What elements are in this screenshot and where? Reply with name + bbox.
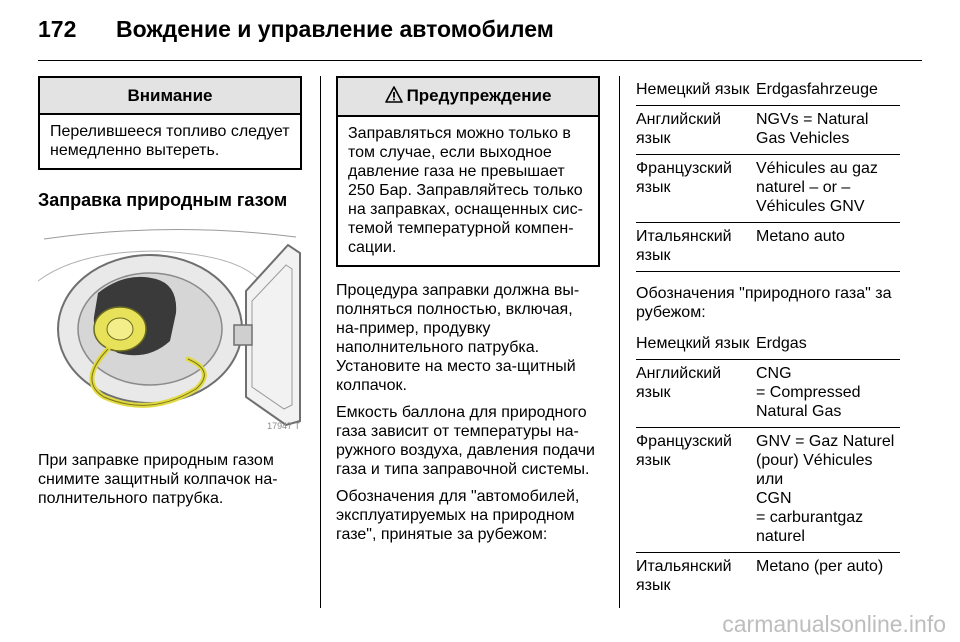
figure-id-label: 17947 T <box>267 421 300 431</box>
gas-terms-heading: Обозначения "природного газа" за рубежом: <box>636 285 892 321</box>
procedure-paragraph: Процедура заправки должна вы-полняться полностью, включая, на-пример, продувку наполнительного патрубка. Установите на место за-щитный колпачок. <box>336 282 580 394</box>
language-cell: Итальянский язык <box>636 228 732 264</box>
middle-column <box>336 76 600 544</box>
warning-header <box>338 78 598 117</box>
caution-title: Внимание <box>40 78 300 115</box>
language-cell: Французский язык <box>636 160 732 196</box>
table-row <box>636 76 900 106</box>
fuel-filler-figure <box>38 221 302 433</box>
term-cell: GNV = Gaz Naturel (pour) Véhicules или CGN = carburantgaz naturel <box>756 433 895 545</box>
term-cell: Erdgas <box>756 335 807 352</box>
left-column <box>38 76 302 508</box>
table-row <box>636 428 900 553</box>
gas-terms-table <box>636 330 900 601</box>
middle-text <box>336 281 600 544</box>
language-cell: Английский язык <box>636 111 722 147</box>
vehicle-terms-table <box>636 76 900 272</box>
warning-icon <box>385 86 403 108</box>
capacity-paragraph: Емкость баллона для природного газа зависит от температуры на-ружного воздуха, давления подачи газа и типа заправочной системы. <box>336 404 595 478</box>
term-cell: Metano (per auto) <box>756 558 884 575</box>
table-row <box>636 223 900 272</box>
table-row <box>636 360 900 428</box>
term-cell: CNG = Compressed Natural Gas <box>756 365 861 420</box>
table-row <box>636 330 900 360</box>
warning-box <box>336 76 600 267</box>
page-header <box>38 16 554 43</box>
language-cell: Французский язык <box>636 433 732 469</box>
term-cell: Metano auto <box>756 228 845 245</box>
column-divider-2 <box>619 76 620 608</box>
column-divider-1 <box>320 76 321 608</box>
term-cell: Erdgasfahrzeuge <box>756 81 878 98</box>
term-cell: NGVs = Natural Gas Vehicles <box>756 111 869 147</box>
page-title: Вождение и управление автомобилем <box>116 16 554 42</box>
right-column <box>636 76 900 601</box>
term-cell: Véhicules au gaz naturel – or – Véhicules GNV <box>756 160 878 215</box>
header-rule <box>38 60 922 61</box>
page-number: 172 <box>38 16 77 42</box>
warning-body: Заправляться можно только в том случае, если выходное давление газа не превышает 250 Бар. Заправляйтесь только на заправках, оснащенных сис-темой температурной компен-сации. <box>348 125 583 256</box>
table-row <box>636 553 900 601</box>
table-row <box>636 155 900 223</box>
language-cell: Английский язык <box>636 365 722 401</box>
designations-intro: Обозначения для "автомобилей, эксплуатируемых на природном газе", принятые за рубежом: <box>336 488 580 543</box>
language-cell: Итальянский язык <box>636 558 732 594</box>
section-heading: Заправка природным газом <box>38 190 288 210</box>
table-row <box>636 106 900 155</box>
left-paragraph: При заправке природным газом снимите защитный колпачок на-полнительного патрубка. <box>38 452 278 507</box>
caution-box <box>38 76 302 170</box>
language-cell: Немецкий язык <box>636 81 750 98</box>
caution-body: Перелившееся топливо следует немедленно вытереть. <box>50 123 290 159</box>
language-cell: Немецкий язык <box>636 335 750 352</box>
warning-title: Предупреждение <box>406 86 552 105</box>
fuel-filler-illustration <box>38 221 302 433</box>
watermark: carmanualsonline.info <box>722 611 946 637</box>
